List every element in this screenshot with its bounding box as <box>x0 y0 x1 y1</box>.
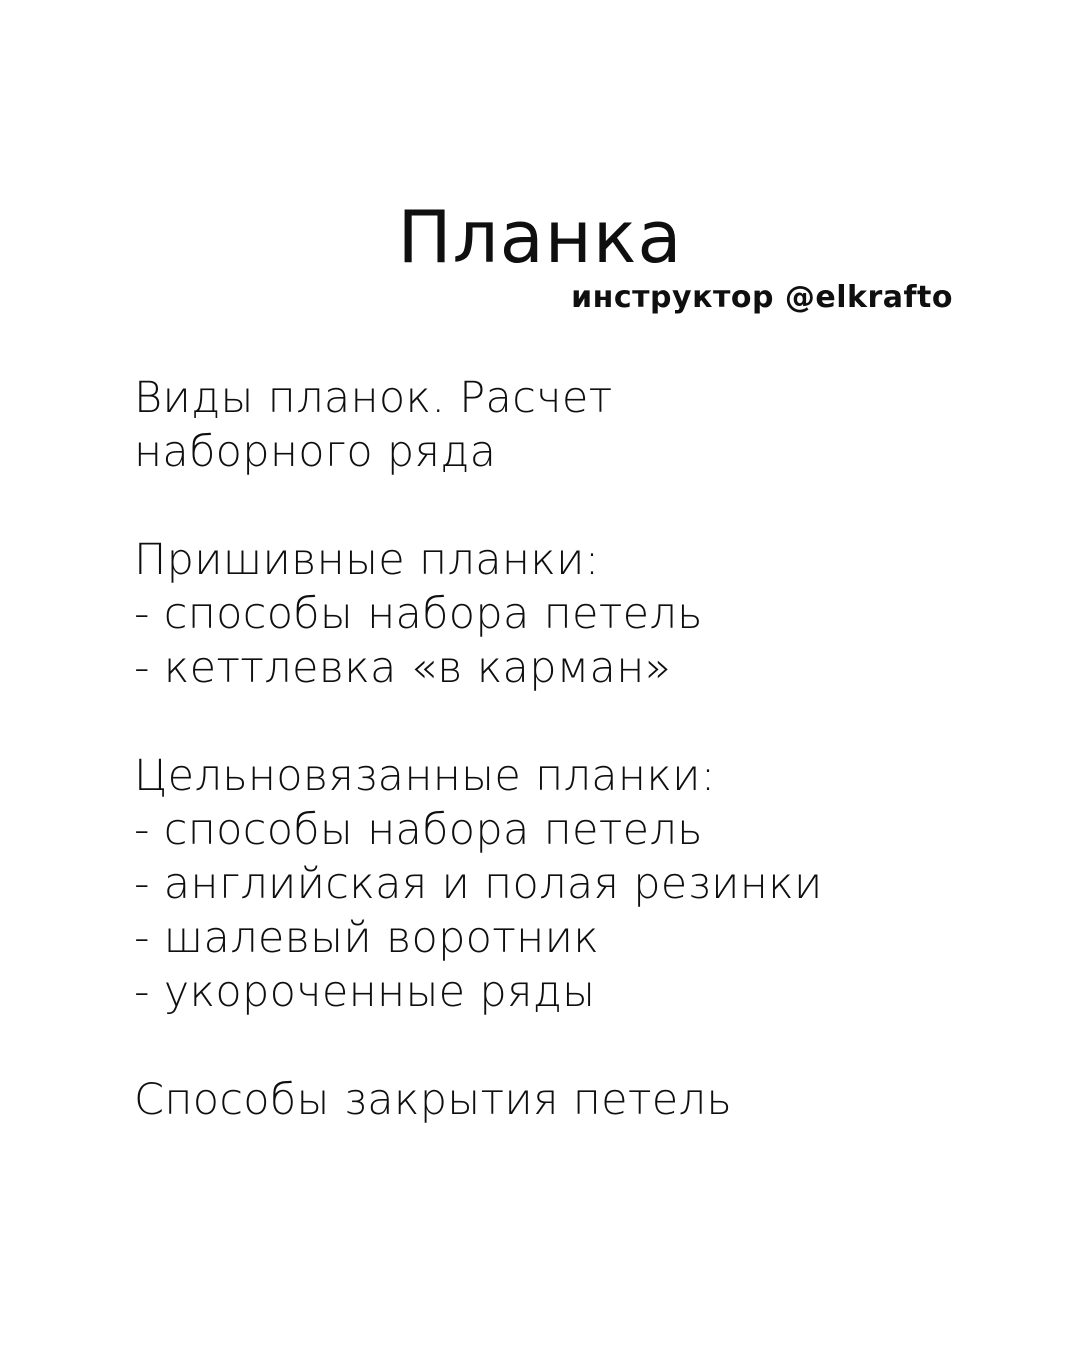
list-item: - способы набора петель <box>134 805 703 855</box>
section-heading: Цельновязанные планки: <box>134 751 716 801</box>
section-heading: Виды планок. Расчет наборного ряда <box>134 373 613 477</box>
content <box>134 371 1014 1127</box>
list-item: - укороченные ряды <box>134 967 596 1017</box>
list-item: - способы набора петель <box>134 589 703 639</box>
section-bind-off <box>134 1073 1014 1127</box>
section-sewn-bands <box>134 533 1014 695</box>
list-item: - английская и полая резинки <box>134 859 823 909</box>
section-types <box>134 371 1014 479</box>
section-heading: Пришивные планки: <box>134 535 600 585</box>
list-item: - шалевый воротник <box>134 913 600 963</box>
section-knit-in-bands <box>134 749 1014 1019</box>
instructor-caption: инструктор @elkrafto <box>571 280 953 315</box>
page-title: Планка <box>397 195 683 279</box>
list-item: - кеттлевка «в карман» <box>134 643 672 693</box>
section-heading: Способы закрытия петель <box>134 1075 732 1125</box>
